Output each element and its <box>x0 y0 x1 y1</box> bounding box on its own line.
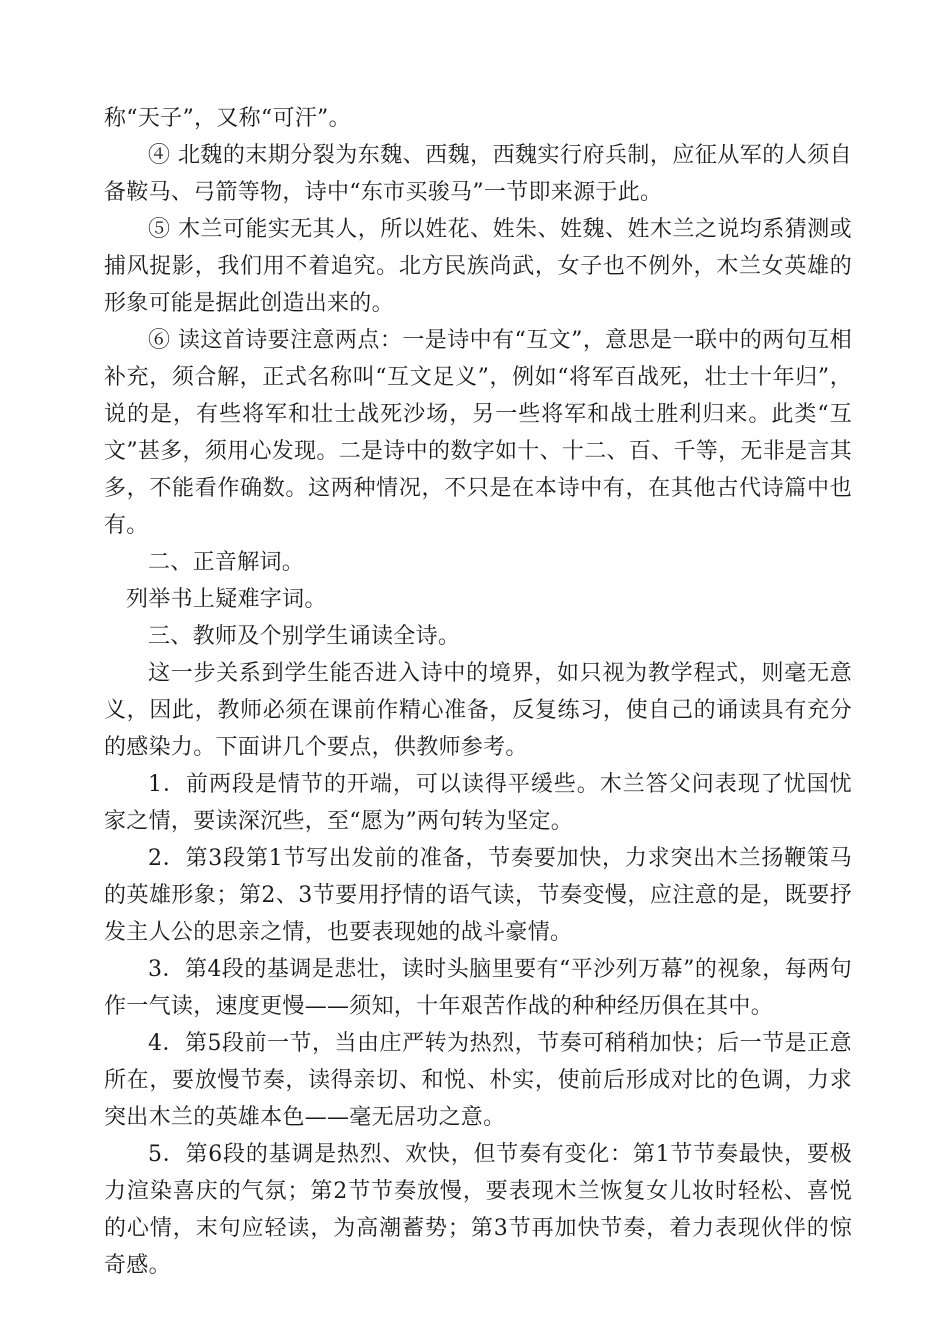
section-heading-3: 三、教师及个别学生诵读全诗。 <box>148 624 461 649</box>
section-heading-2: 二、正音解词。 <box>148 550 305 575</box>
section-3-intro: 这一步关系到学生能否进入诗中的境界，如只视为教学程式，则毫无意义，因此，教师必须在课前作精心准备，反复练习，使自己的诵读具有充分的感染力。下面讲几个要点，供教师参考。 <box>104 661 852 760</box>
section-2-body: 列举书上疑难字词。 <box>126 587 327 612</box>
reading-point-1: 1．前两段是情节的开端，可以读得平缓些。木兰答父问表现了忧国忧家之情，要读深沉些，至“愿为”两句转为坚定。 <box>104 772 852 834</box>
reading-point-3: 3．第4段的基调是悲壮，读时头脑里要有“平沙列万幕”的视象，每两句作一气读，速度更慢——须知，十年艰苦作战的种种经历俱在其中。 <box>104 957 852 1019</box>
reading-point-5: 5．第6段的基调是热烈、欢快，但节奏有变化：第1节节奏最快，要极力渲染喜庆的气氛；第2节节奏放慢，要表现木兰恢复女儿妆时轻松、喜悦的心情，末句应轻读，为高潮蓄势；第3节再加快节奏，着力表现伙伴的惊奇感。 <box>104 1142 852 1278</box>
note-6-paragraph: ⑥ 读这首诗要注意两点：一是诗中有“互文”，意思是一联中的两句互相补充，须合解，正式名称叫“互文足义”，例如“将军百战死，壮士十年归”，说的是，有些将军和壮士战死沙场，另一些将军和战士胜利归来。此类“互文”甚多，须用心发现。二是诗中的数字如十、十二、百、千等，无非是言其多，不能看作确数。这两种情况，不只是在本诗中有，在其他古代诗篇中也有。 <box>104 328 852 538</box>
reading-point-2: 2．第3段第1节写出发前的准备，节奏要加快，力求突出木兰扬鞭策马的英雄形象；第2、3节要用抒情的语气读，节奏变慢，应注意的是，既要抒发主人公的思亲之情，也要表现她的战斗豪情。 <box>104 846 852 945</box>
paragraph-continuation: 称“天子”，又称“可汗”。 <box>104 106 351 131</box>
reading-point-4: 4．第5段前一节，当由庄严转为热烈，节奏可稍稍加快；后一节是正意所在，要放慢节奏，读得亲切、和悦、朴实，使前后形成对比的色调，力求突出木兰的英雄本色——毫无居功之意。 <box>104 1031 852 1130</box>
note-4-paragraph: ④ 北魏的末期分裂为东魏、西魏，西魏实行府兵制，应征从军的人须自备鞍马、弓箭等物，诗中“东市买骏马”一节即来源于此。 <box>104 143 852 205</box>
note-5-paragraph: ⑤ 木兰可能实无其人，所以姓花、姓朱、姓魏、姓木兰之说均系猜测或捕风捉影，我们用不着追究。北方民族尚武，女子也不例外，木兰女英雄的形象可能是据此创造出来的。 <box>104 217 852 316</box>
document-body <box>104 100 852 1284</box>
